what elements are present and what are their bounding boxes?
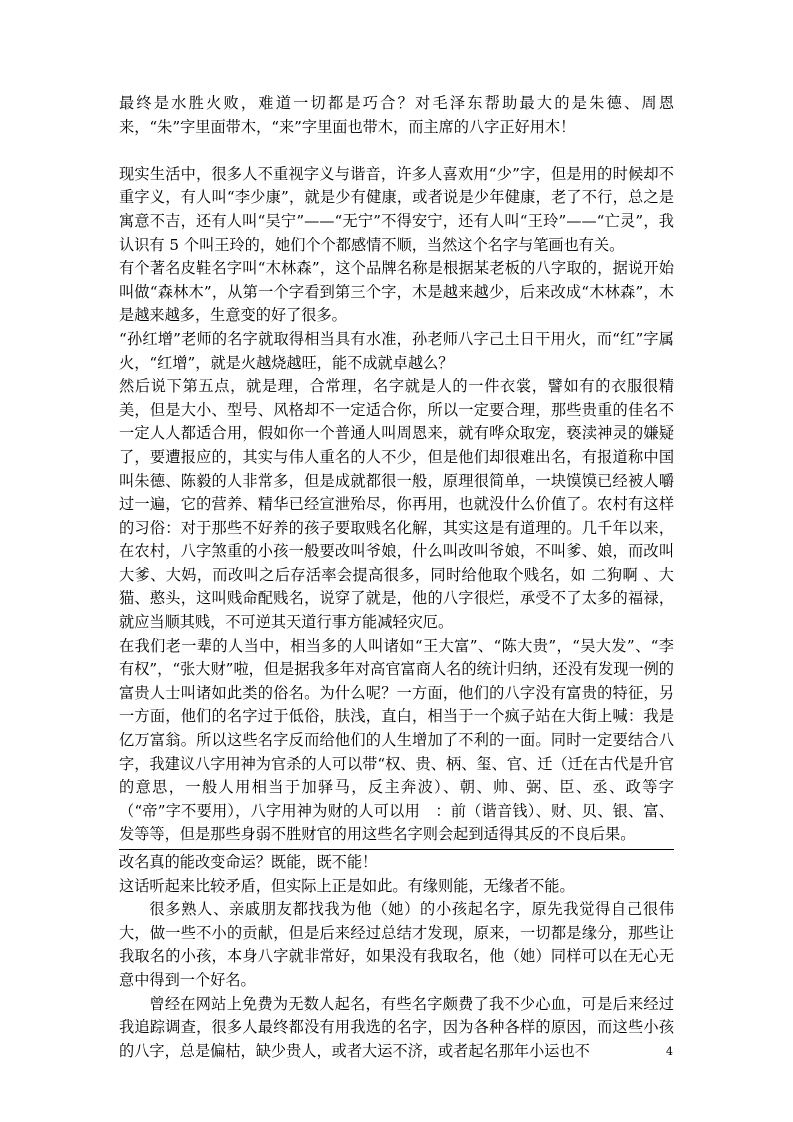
paragraph-online-naming: 曾经在网站上免费为无数人起名，有些名字颇费了我不少心血，可是后来经过我追踪调查，很多人最终都没有用我选的名字，因为各种各样的原因，而这些小孩的八字，总是偏枯，缺少贵人，或者大运不济，或者起名那年小运也不 (119, 994, 674, 1060)
paragraph-mulinsen-brand: 有个著名皮鞋名字叫“木林森”，这个品牌名称是根据某老板的八字取的，据说开始叫做“森林木”，从第一个字看到第三个字，木是越来越少，后来改成“木林森”，木是越来越多，生意变的好了很多。 (119, 259, 674, 325)
page-number: 4 (666, 1045, 673, 1058)
paragraph-naming-for-friends: 很多熟人、亲戚朋友都找我为他（她）的小孩起名字，原先我觉得自己很伟大，做一些不小的贡献，但是后来经过总结才发现，原来，一切都是缘分，那些让我取名的小孩，本身八字就非常好，如果没有我取名，他（她）同样可以在无心无意中得到一个好名。 (119, 900, 674, 989)
paragraph-mao-zedong-wood: 最终是水胜火败，难道一切都是巧合？对毛泽东帮助最大的是朱德、周恩来，“朱”字里面带木，“来”字里面也带木，而主席的八字正好用木！ (119, 94, 674, 136)
paragraph-fifth-point-reason: 然后说下第五点，就是理，合常理，名字就是人的一件衣裳，譬如有的衣服很精美，但是大小、型号、风格却不一定适合你，所以一定要合理，那些贵重的佳名不一定人人都适合用，假如你一个普通人叫周恩来，就有哗众取宠，亵渎神灵的嫌疑了，要遭报应的，其实与伟人重名的人不少，但是他们却很难出名，有报道称中国叫朱德、陈毅的人非常多，但是成就都很一般，原理很简单，一块馍馍已经被人嚼过一遍，它的营养、精华已经宣泄殆尽，你再用，也就没什么价值了。农村有这样的习俗：对于那些不好养的孩子要取贱名化解，其实这是有道理的。几千年以来，在农村，八字煞重的小孩一般要改叫爷娘，什么叫改叫爷娘，不叫爹、娘，而改叫大爹、大妈，而改叫之后存活率会提高很多，同时给他取个贱名，如 二狗啊 、大猫、憨头，这叫贱命配贱名，说穿了就是，他的八字很烂，承受不了太多的福禄，就应当顺其贱，不可逆其天道行事方能减轻灾厄。 (119, 377, 674, 632)
paragraph-sun-hongzeng: “孙红增”老师的名字就取得相当具有水准，孙老师八字己土日干用火，而“红”字属火，“红增”，就是火越烧越旺，能不成就卓越么？ (119, 329, 674, 372)
paragraph-meaning-and-homophones: 现实生活中，很多人不重视字义与谐音，许多人喜欢用“少”字，但是用的时候却不重字义，有人叫“李少康”，就是少有健康，或者说是少年健康，老了不行，总之是寓意不吉，还有人叫“吴宁”——“无宁”不得安宁，还有人叫“王玲”——“亡灵”，我认识有 5 个叫王玲的，她们个个都感情不顺，当然这个名字与笔画也有关。 (119, 164, 674, 254)
paragraph-vulgar-names: 在我们老一辈的人当中，相当多的人叫诸如“王大富”、“陈大贵”，“吴大发”、“李有权”，“张大财”啦，但是据我多年对高官富商人名的统计归纳，还没有发现一例的富贵人士叫诸如此类的俗名。为什么呢？一方面，他们的八字没有富贵的特征，另一方面，他们的名字过于低俗，肤浅，直白，相当于一个疯子站在大街上喊：我是亿万富翁。所以这些名字反而给他们的人生增加了不利的一面。同时一定要结合八字，我建议八字用神为官杀的人可以带“权、贵、柄、玺、官、迁（迁在古代是升官的意思，一般人用相当于加驿马，反主奔波）、朝、帅、弼、臣、丞、政等字（“帝”字不要用），八字用神为财的人可以用 ：前（谐音钱）、财、贝、银、富、发等等，但是那些身弱不胜财官的用这些名字则会起到适得其反的不良后果。 (119, 636, 674, 844)
paragraph-fate-and-affinity: 这话听起来比较矛盾，但实际上正是如此。有缘则能，无缘者不能。 (119, 876, 575, 895)
page-content (119, 92, 674, 1063)
paragraph-can-renaming-change-fate: 改名真的能改变命运？既能，既不能！ (119, 853, 378, 871)
paragraph-gap (119, 139, 674, 163)
horizontal-rule (119, 849, 674, 850)
